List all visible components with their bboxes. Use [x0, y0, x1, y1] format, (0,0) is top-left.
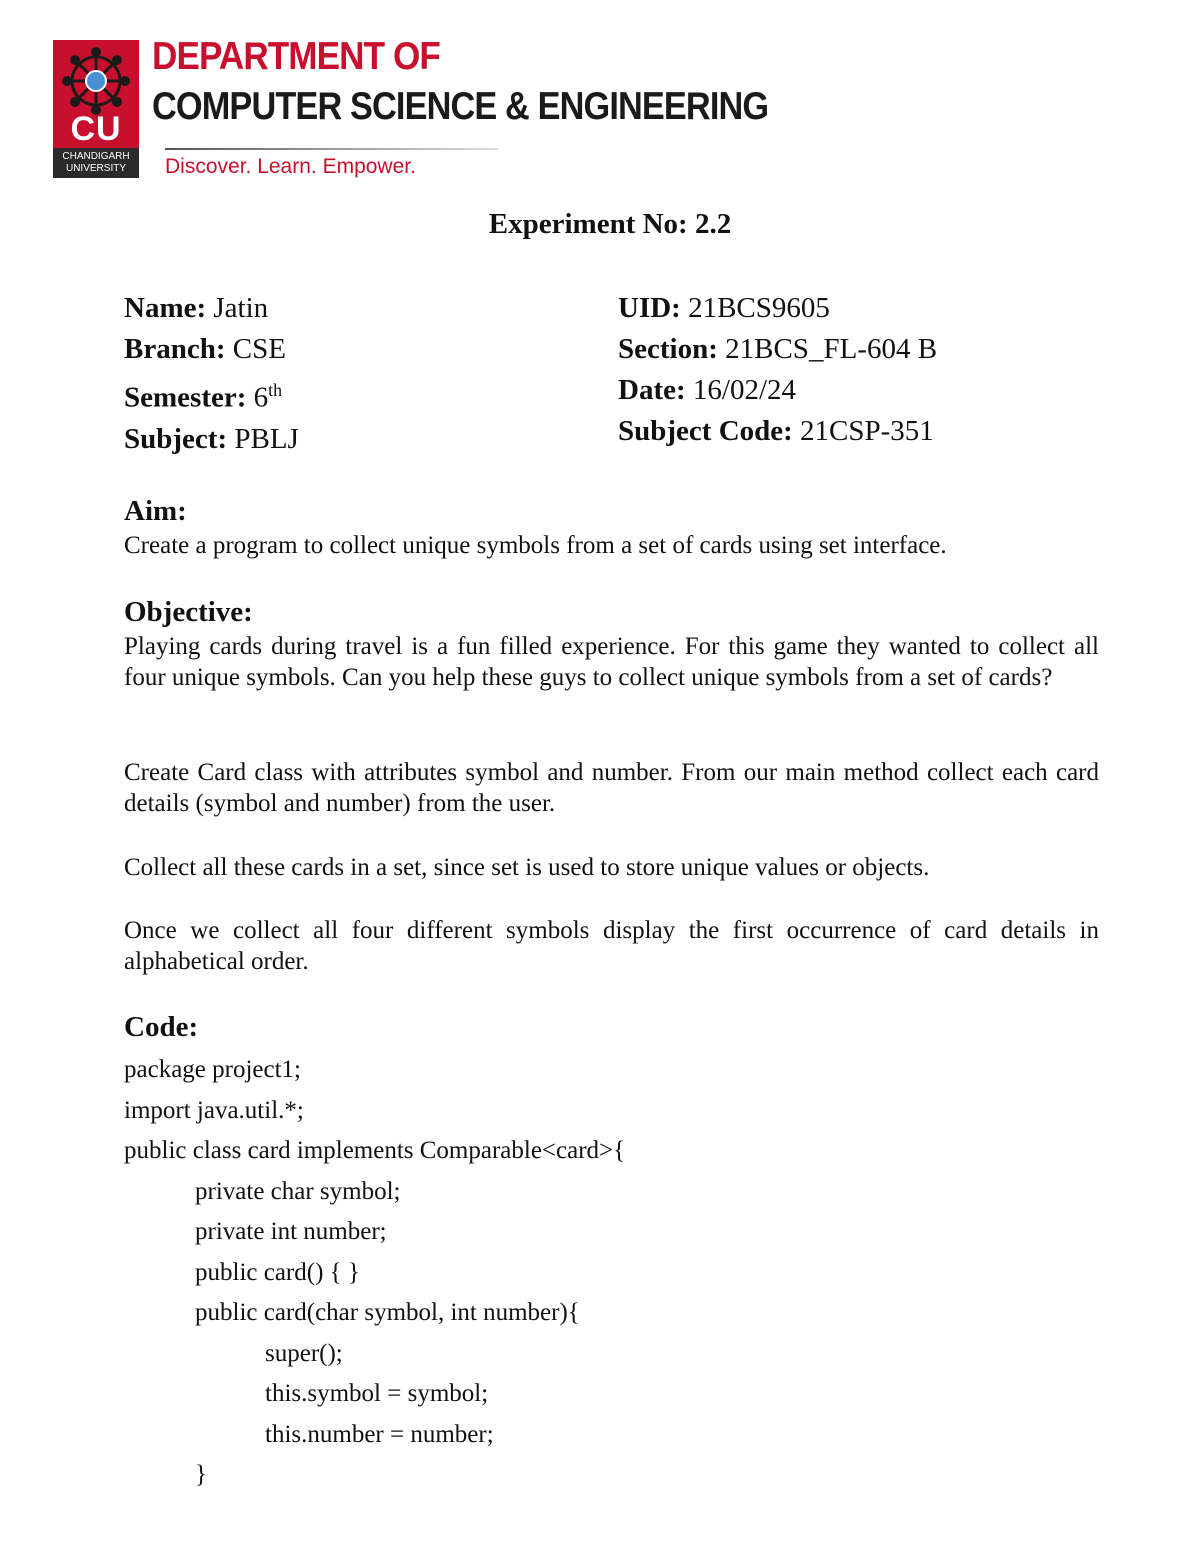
objective-paragraph-4: Once we collect all four different symbols display the first occurrence of card details in alphabetical order.	[124, 917, 1099, 975]
code-line: import java.util.*;	[124, 1096, 304, 1124]
code-line: public class card implements Comparable<card>{	[124, 1137, 626, 1164]
semester-value: 6	[246, 381, 269, 414]
code-block	[124, 1050, 625, 1496]
name-label: Name:	[124, 292, 207, 324]
section-label: Section:	[618, 333, 718, 365]
subject-label: Subject:	[124, 422, 228, 455]
code-line: this.number = number;	[265, 1420, 494, 1448]
department-title-line2: COMPUTER SCIENCE & ENGINEERING	[152, 85, 769, 128]
section-row	[618, 329, 937, 370]
logo-line-1: CHANDIGARH	[62, 151, 130, 162]
date-label: Date:	[618, 374, 686, 406]
university-logo	[53, 40, 139, 178]
date-row	[618, 370, 937, 411]
name-row	[124, 288, 299, 329]
department-title-line1: DEPARTMENT OF	[152, 35, 440, 78]
objective-heading: Objective:	[124, 596, 253, 628]
emblem-icon	[61, 46, 131, 116]
tagline: Discover. Learn. Empower.	[165, 155, 416, 178]
section-value: 21BCS_FL-604 B	[717, 333, 938, 365]
aim-text: Create a program to collect unique symbols from a set of cards using set interface.	[124, 532, 947, 559]
subject-value: PBLJ	[227, 422, 299, 455]
logo-line-2: UNIVERSITY	[65, 163, 126, 174]
branch-row	[124, 329, 299, 370]
aim-heading: Aim:	[124, 495, 187, 527]
branch-label: Branch:	[124, 333, 226, 365]
tagline-divider	[165, 148, 498, 150]
code-heading: Code:	[124, 1011, 199, 1043]
name-value: Jatin	[206, 292, 269, 324]
code-line: public card() { }	[195, 1258, 360, 1286]
semester-row	[124, 370, 299, 419]
student-info-right	[618, 288, 937, 452]
semester-ordinal: th	[268, 380, 283, 400]
experiment-title: Experiment No: 2.2	[488, 208, 732, 240]
code-line: package project1;	[124, 1056, 301, 1083]
objective-paragraph-3: Collect all these cards in a set, since set is used to store unique values or objects.	[124, 854, 930, 881]
student-info-left	[124, 288, 299, 460]
subject-code-row	[618, 411, 937, 452]
code-line: public card(char symbol, int number){	[195, 1299, 580, 1326]
objective-paragraph-2: Create Card class with attributes symbol and number. From our main method collect each card details (symbol and number) from the user.	[124, 759, 1099, 817]
uid-label: UID:	[618, 292, 681, 324]
subject-code-label: Subject Code:	[618, 415, 793, 447]
code-line: private int number;	[195, 1218, 387, 1245]
code-line: }	[195, 1461, 207, 1488]
subject-row	[124, 419, 299, 460]
code-line: super();	[265, 1339, 343, 1367]
date-value: 16/02/24	[685, 374, 797, 406]
semester-label: Semester:	[124, 381, 247, 414]
objective-paragraph-1: Playing cards during travel is a fun filled experience. For this game they wanted to collect all four unique symbols. Can you help these guys to collect unique symbols from a set of cards?	[124, 633, 1099, 691]
branch-value: CSE	[225, 333, 286, 365]
subject-code-value: 21CSP-351	[792, 415, 934, 447]
uid-value: 21BCS9605	[680, 292, 830, 324]
logo-abbreviation: CU	[70, 110, 122, 148]
uid-row	[618, 288, 937, 329]
logo-university-name	[53, 148, 139, 178]
code-line: private char symbol;	[195, 1177, 401, 1205]
code-line: this.symbol = symbol;	[265, 1380, 489, 1407]
